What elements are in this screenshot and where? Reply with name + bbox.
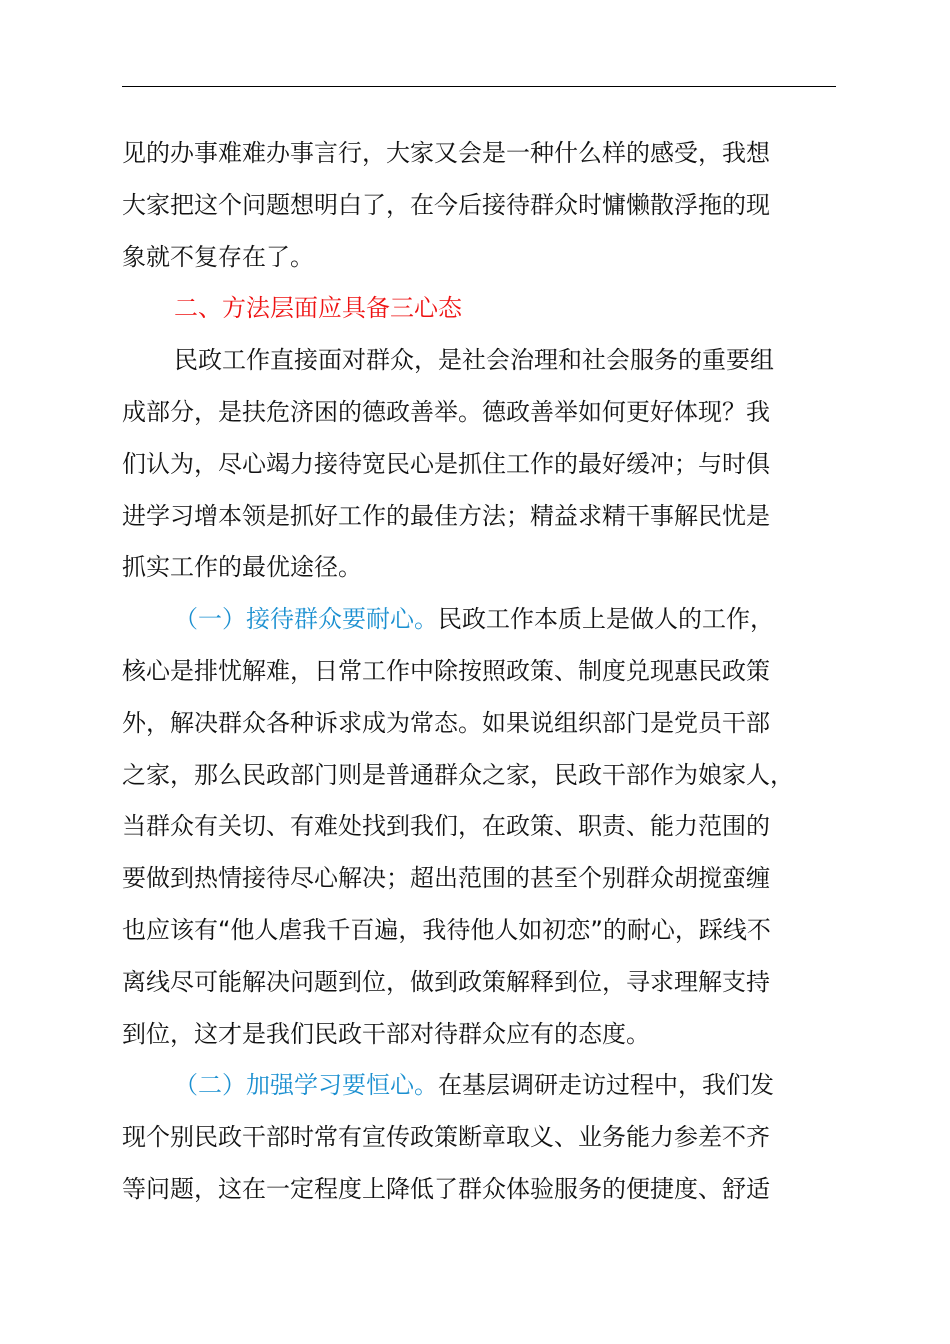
subsection-first-line <box>122 1060 836 1112</box>
subsection-perseverance <box>122 1060 836 1215</box>
subsection-title: （一）接待群众要耐心。 <box>174 605 438 634</box>
text-line: 外，解决群众各种诉求成为常态。如果说组织部门是党员干部 <box>122 708 770 737</box>
subsection-patience <box>122 594 836 1060</box>
text-line: 离线尽可能解决问题到位，做到政策解释到位，寻求理解支持 <box>122 967 770 996</box>
text-line: 民政工作直接面对群众，是社会治理和社会服务的重要组 <box>174 346 774 375</box>
text-line: 象就不复存在了。 <box>122 242 314 271</box>
text-line: 进学习增本领是抓好工作的最佳方法；精益求精干事解民忧是 <box>122 501 770 530</box>
subsection-first-text: 民政工作本质上是做人的工作， <box>438 605 774 634</box>
subsection-title: （二）加强学习要恒心。 <box>174 1071 438 1100</box>
document-body <box>122 128 836 1216</box>
text-line: 抓实工作的最优途径。 <box>122 553 362 582</box>
text-line: 等问题，这在一定程度上降低了群众体验服务的便捷度、舒适 <box>122 1174 770 1203</box>
subsection-first-line <box>122 594 836 646</box>
paragraph-intro <box>122 335 836 594</box>
paragraph-continuation <box>122 128 836 283</box>
text-line: 要做到热情接待尽心解决；超出范围的甚至个别群众胡搅蛮缠 <box>122 864 770 893</box>
subsection-first-text: 在基层调研走访过程中，我们发 <box>438 1071 774 1100</box>
text-line: 成部分，是扶危济困的德政善举。德政善举如何更好体现？我 <box>122 397 770 426</box>
header-rule <box>122 86 836 87</box>
text-line: 到位，这才是我们民政干部对待群众应有的态度。 <box>122 1019 650 1048</box>
text-line: 核心是排忧解难，日常工作中除按照政策、制度兑现惠民政策 <box>122 656 770 685</box>
section-heading: 二、方法层面应具备三心态 <box>174 294 462 323</box>
text-line: 现个别民政干部时常有宣传政策断章取义、业务能力参差不齐 <box>122 1123 770 1152</box>
text-line: 之家，那么民政部门则是普通群众之家，民政干部作为娘家人， <box>122 760 794 789</box>
text-line: 见的办事难难办事言行，大家又会是一种什么样的感受，我想 <box>122 139 770 167</box>
text-line: 也应该有“他人虐我千百遍，我待他人如初恋”的耐心，踩线不 <box>122 915 771 944</box>
text-line: 们认为，尽心竭力接待宽民心是抓住工作的最好缓冲；与时俱 <box>122 449 770 478</box>
text-line: 大家把这个问题想明白了，在今后接待群众时慵懒散浮拖的现 <box>122 190 770 219</box>
text-line: 当群众有关切、有难处找到我们，在政策、职责、能力范围的 <box>122 812 770 841</box>
